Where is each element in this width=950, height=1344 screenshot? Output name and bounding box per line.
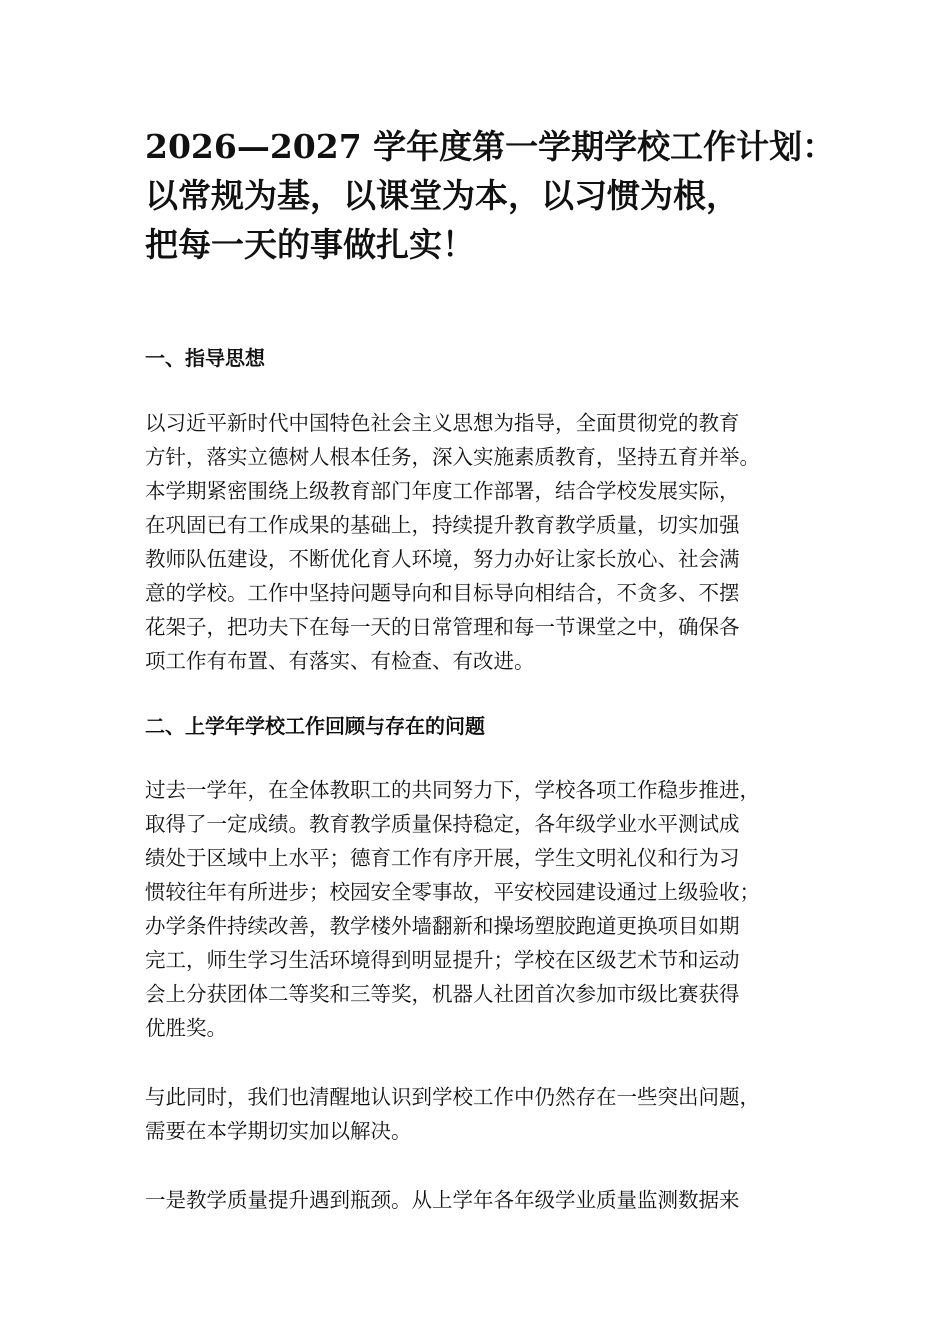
text-line: 取得了一定成绩。教育教学质量保持稳定，各年级学业水平测试成 xyxy=(145,812,740,836)
text-line: 会上分获团体二等奖和三等奖，机器人社团首次参加市级比赛获得 xyxy=(145,982,740,1006)
paragraph-problem-one xyxy=(145,1183,811,1217)
text-line: 教师队伍建设，不断优化育人环境，努力办好让家长放心、社会满 xyxy=(145,547,740,571)
text-line: 本学期紧密围绕上级教育部门年度工作部署，结合学校发展实际， xyxy=(145,479,740,503)
text-line: 绩处于区域中上水平；德育工作有序开展，学生文明礼仪和行为习 xyxy=(145,846,740,870)
text-line: 花架子，把功夫下在每一天的日常管理和每一节课堂之中，确保各 xyxy=(145,615,740,639)
paragraph-problems-intro xyxy=(145,1080,811,1148)
text-line: 完工，师生学习生活环境得到明显提升；学校在区级艺术节和运动 xyxy=(145,948,740,972)
document-page xyxy=(145,122,836,1217)
title-line: 以常规为基，以课堂为本，以习惯为根， xyxy=(145,176,739,215)
text-line: 意的学校。工作中坚持问题导向和目标导向相结合，不贪多、不摆 xyxy=(145,581,740,605)
text-line: 方针，落实立德树人根本任务，深入实施素质教育，坚持五育并举。 xyxy=(145,445,760,469)
title-line: 把每一天的事做扎实！ xyxy=(145,225,475,264)
section-heading-review-and-problems: 二、上学年学校工作回顾与存在的问题 xyxy=(145,714,485,738)
paragraph-review xyxy=(145,773,811,1045)
title-line: 2026—2027 学年度第一学期学校工作计划： xyxy=(145,127,836,166)
text-line: 需要在本学期切实加以解决。 xyxy=(145,1119,412,1143)
text-line: 以习近平新时代中国特色社会主义思想为指导，全面贯彻党的教育 xyxy=(145,411,740,435)
text-line: 与此同时，我们也清醒地认识到学校工作中仍然存在一些突出问题， xyxy=(145,1085,760,1109)
text-line: 一是教学质量提升遇到瓶颈。从上学年各年级学业质量监测数据来 xyxy=(145,1188,740,1212)
text-line: 惯较往年有所进步；校园安全零事故，平安校园建设通过上级验收； xyxy=(145,880,760,904)
text-line: 优胜奖。 xyxy=(145,1016,227,1040)
paragraph-guiding-ideology xyxy=(145,406,811,678)
text-line: 项工作有布置、有落实、有检查、有改进。 xyxy=(145,649,535,673)
document-title xyxy=(145,122,836,269)
text-line: 过去一学年，在全体教职工的共同努力下，学校各项工作稳步推进， xyxy=(145,778,760,802)
text-line: 办学条件持续改善，教学楼外墙翻新和操场塑胶跑道更换项目如期 xyxy=(145,914,740,938)
section-heading-guiding-ideology: 一、指导思想 xyxy=(145,346,265,370)
text-line: 在巩固已有工作成果的基础上，持续提升教育教学质量，切实加强 xyxy=(145,513,740,537)
